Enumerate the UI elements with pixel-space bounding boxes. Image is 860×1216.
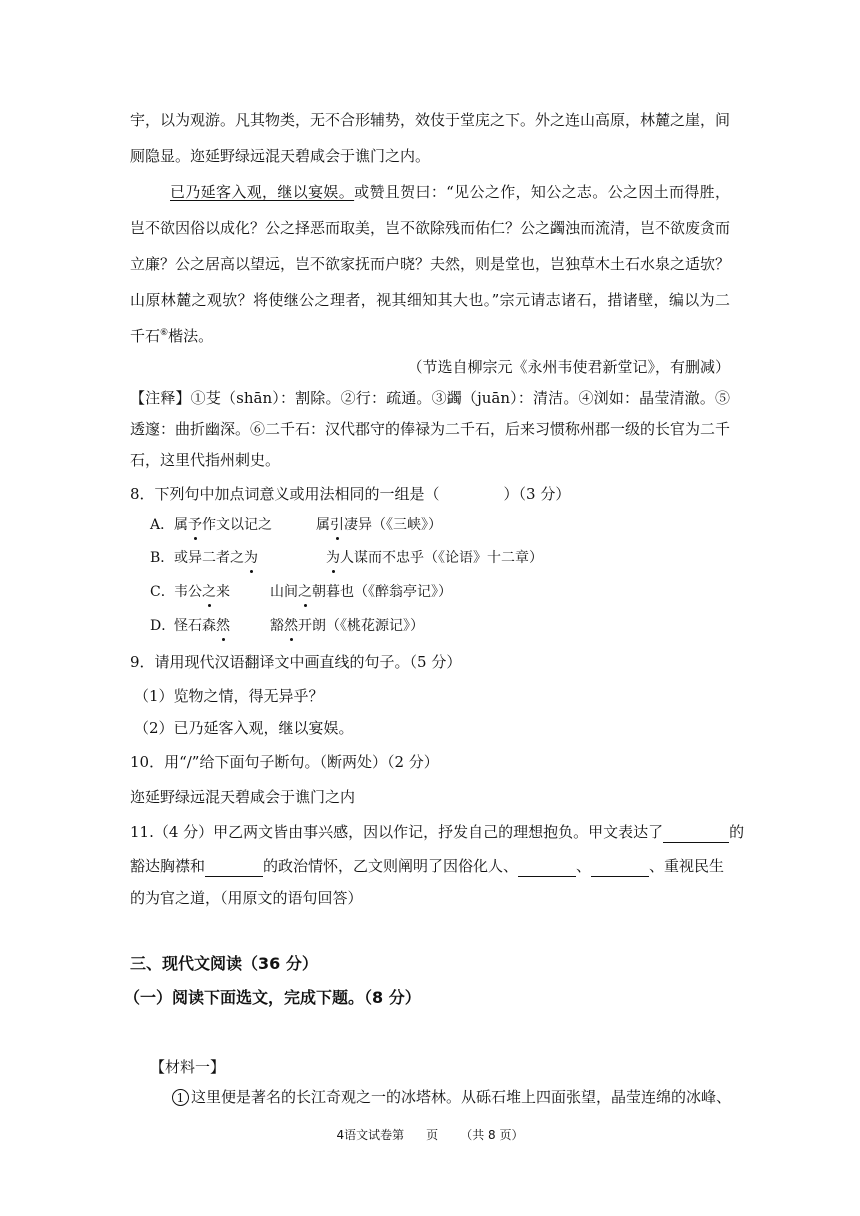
dotted-word: 予 (188, 517, 202, 533)
passage-line-7-text-a: 千石 (130, 327, 161, 345)
notes-line-3: 石，这里代指州刺史。 (130, 451, 281, 469)
passage-line-6: 山原林麓之观欤？将使继公之理者，视其细知其大也。”宗元请志诸石，措诸壁，编以为二 (130, 291, 730, 309)
option-left-phrase (174, 616, 270, 636)
q9-item-1: （1）览物之情，得无异乎？ (134, 687, 324, 705)
q11-line-2 (130, 856, 730, 877)
option-right-phrase (270, 582, 452, 602)
passage-line-2: 厕隐显。迩延野绿远混天碧咸会于谯门之内。 (130, 147, 431, 165)
answer-blank-3[interactable] (518, 856, 576, 877)
q8-option-b (150, 548, 543, 568)
option-label: A． (150, 517, 175, 533)
q8-stem-text: 8．下列句中加点词意义或用法相同的一组是（ (130, 485, 440, 503)
q11-line-3: 的为官之道，（用原文的语句回答） (130, 889, 363, 907)
footnote-marker: ⑥ (160, 328, 169, 338)
material-line-1 (172, 1087, 732, 1107)
notes-line-2: 透邃：曲折幽深。⑥二千石：汉代郡守的俸禄为二千石，后来习惯称州郡一级的长官为二千 (130, 420, 731, 438)
notes-line-1: 【注释】①芟（shān）：割除。②行：疏通。③蠲（juān）：清洁。④浏如：晶莹清澈。⑤ (130, 389, 730, 407)
phrase-text: 开朗（《桃花源记》） (298, 618, 424, 634)
option-label: D． (150, 618, 176, 634)
phrase-text: 或异二者之 (174, 550, 244, 566)
circled-number-icon: 1 (172, 1089, 189, 1106)
phrase-text: 属 (316, 517, 330, 533)
phrase-text: 来 (216, 584, 230, 600)
option-right-phrase (326, 548, 543, 568)
passage-line-7-text-b: 楷法。 (168, 327, 214, 345)
option-left-phrase (174, 515, 316, 535)
answer-blank-2[interactable] (205, 856, 263, 877)
q10-stem: 10．用“/”给下面句子断句。（断两处）（2 分） (130, 753, 439, 771)
option-left-phrase (174, 582, 270, 602)
dotted-word: 为 (244, 550, 258, 566)
q8-option-c (150, 582, 452, 602)
phrase-text: 人谋而不忠乎（《论语》十二章） (340, 550, 543, 566)
option-right-phrase (270, 616, 424, 636)
q8-option-a (150, 515, 442, 535)
q8-option-d (150, 616, 424, 636)
passage-line-1: 宇，以为观游。凡其物类，无不合形辅势，效伎于堂庑之下。外之连山高原，林麓之崖，间 (130, 111, 731, 129)
dotted-word: 之 (202, 584, 216, 600)
material-label: 【材料一】 (150, 1058, 226, 1076)
passage-line-7 (130, 326, 730, 346)
q11-text: 的 (729, 823, 745, 841)
option-left-phrase (174, 548, 326, 568)
passage-line-5: 立廉？公之居高以望远，岂不欲家抚而户晓？夫然，则是堂也，岂独草木土石水泉之适欤？ (130, 255, 731, 273)
phrase-text: 豁 (270, 618, 284, 634)
phrase-text: 朝暮也（《醉翁亭记》） (312, 584, 452, 600)
q8-stem (130, 484, 730, 504)
q11-text: 的政治情怀，乙文则阐明了因俗化人、 (263, 857, 519, 875)
q8-score: ）（3 分） (503, 485, 571, 503)
dotted-word: 引 (330, 517, 344, 533)
option-right-phrase (316, 515, 442, 535)
dotted-word: 然 (216, 618, 230, 634)
q10-sentence: 迩延野绿远混天碧咸会于谯门之内 (130, 788, 356, 806)
footer-text: 4语文试卷第 (336, 1128, 405, 1142)
passage-line-4: 岂不欲因俗以成化？公之择恶而取美，岂不欲除残而佑仁？公之蠲浊而流清，岂不欲废贪而 (130, 219, 731, 237)
page-footer (0, 1127, 860, 1143)
section-3-title: 三、现代文阅读（36 分） (130, 954, 318, 973)
passage-para2-rest: 或赞且贺曰：“见公之作，知公之志。公之因土而得胜， (354, 183, 730, 201)
q11-line-1 (130, 822, 745, 843)
footer-text: 页 (426, 1128, 439, 1142)
q11-text: 豁达胸襟和 (130, 857, 206, 875)
passage-source: （节选自柳宗元《永州韦使君新堂记》，有删减） (407, 358, 730, 376)
q11-text: 、 (576, 857, 592, 875)
phrase-text: 山间 (270, 584, 298, 600)
phrase-text: 韦公 (174, 584, 202, 600)
q11-text: 11.（4 分）甲乙两文皆由事兴感，因以作记，抒发自己的理想抱负。甲文表达了 (130, 823, 664, 841)
dotted-word: 为 (326, 550, 340, 566)
q9-item-2: （2）已乃延客入观，继以宴娱。 (134, 719, 354, 737)
section-3-subtitle: （一）阅读下面选文，完成下题。（8 分） (124, 988, 421, 1007)
passage-paragraph-2-line-1 (170, 182, 730, 202)
underlined-sentence: 已乃延客入观，继以宴娱。 (170, 183, 355, 201)
dotted-word: 然 (284, 618, 298, 634)
footer-page-count: （共 8 页） (460, 1128, 524, 1142)
phrase-text: 凄异（《三峡》） (344, 517, 442, 533)
phrase-text: 作文以记之 (202, 517, 272, 533)
option-label: C． (150, 584, 175, 600)
phrase-text: 属 (174, 517, 188, 533)
answer-blank-1[interactable] (663, 822, 729, 843)
q11-text: 、重视民生 (649, 857, 725, 875)
material-text: 这里便是著名的长江奇观之一的冰塔林。从砾石堆上四面张望，晶莹连绵的冰峰、 (191, 1088, 732, 1106)
answer-blank-4[interactable] (591, 856, 649, 877)
dotted-word: 之 (298, 584, 312, 600)
q9-stem: 9．请用现代汉语翻译文中画直线的句子。（5 分） (130, 653, 462, 671)
option-label: B． (150, 550, 175, 566)
phrase-text: 怪石森 (174, 618, 216, 634)
